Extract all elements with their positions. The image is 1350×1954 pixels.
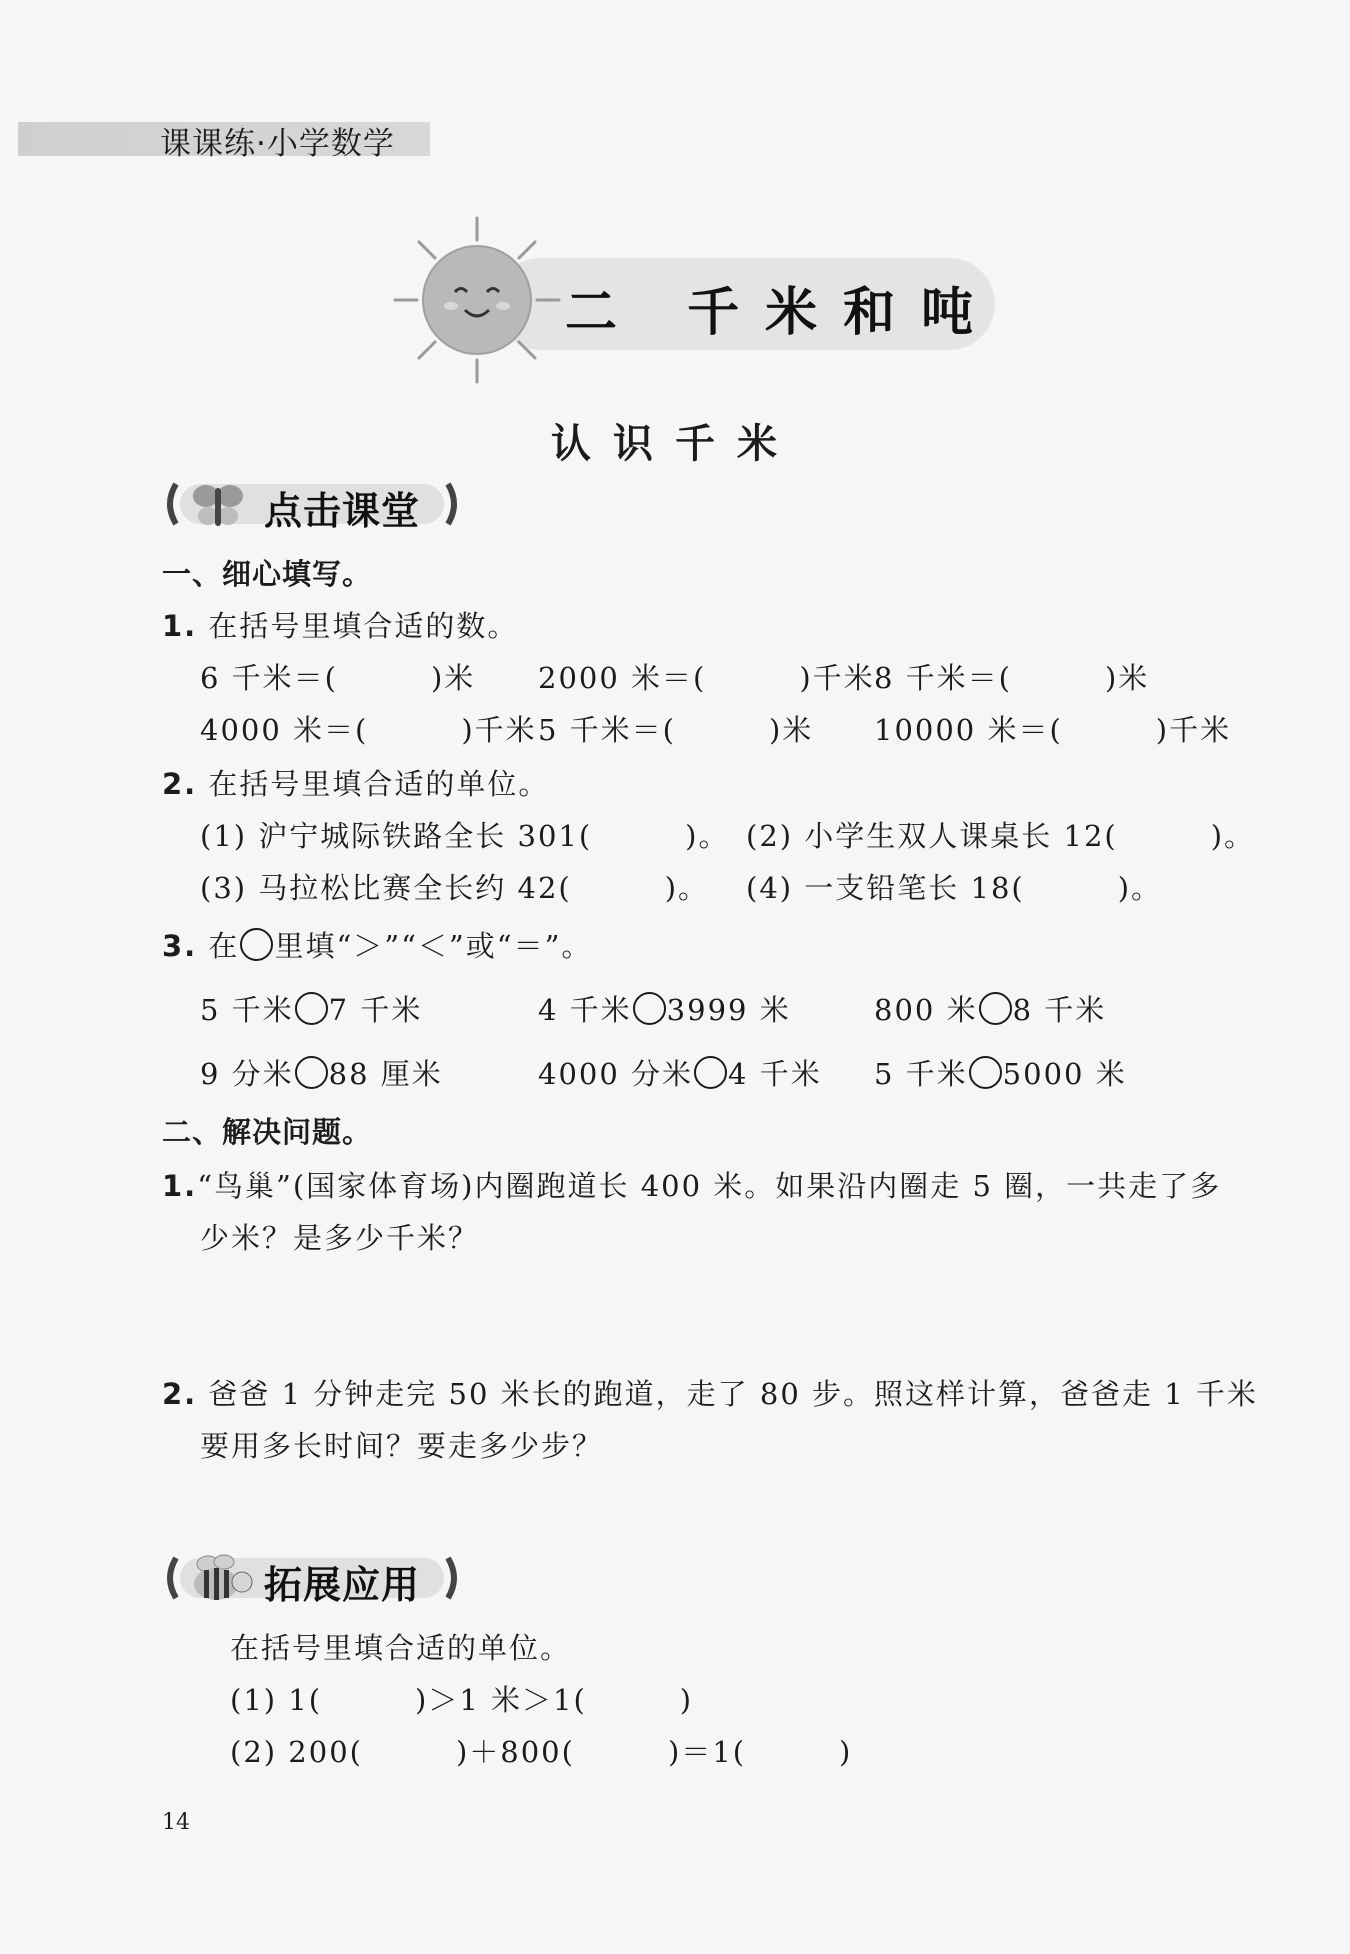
comparison-circle-icon	[240, 928, 273, 961]
q1-item[interactable]: 8 千米＝( )米	[874, 661, 1150, 695]
page-number: 14	[162, 1810, 190, 1835]
sun-icon	[385, 210, 585, 390]
q2-item[interactable]: (2) 小学生双人课桌长 12( )。	[746, 819, 1256, 853]
problem2-line1	[162, 1372, 1258, 1413]
q3-line	[162, 924, 592, 965]
q1-item[interactable]: 10000 米＝( )千米	[874, 713, 1232, 747]
part1-heading: 一、细心填写。	[162, 557, 373, 591]
comparison-left: 4000 分米	[538, 1057, 694, 1091]
q2-text: 在括号里填合适的单位。	[208, 767, 550, 801]
chapter-banner	[385, 210, 1005, 390]
q1-number: 1.	[162, 609, 198, 643]
comparison-right: 8 千米	[1012, 993, 1107, 1027]
comparison-right: 7 千米	[328, 993, 423, 1027]
comparison-item	[200, 1052, 443, 1093]
comparison-left: 800 米	[874, 993, 978, 1027]
problem2-number: 2.	[162, 1377, 198, 1411]
answer-circle[interactable]	[969, 1056, 1002, 1089]
comparison-item	[538, 1052, 822, 1093]
extension-item[interactable]: (2) 200( )＋800( )＝1( )	[230, 1735, 853, 1769]
answer-circle[interactable]	[979, 992, 1012, 1025]
comparison-left: 5 千米	[200, 993, 294, 1027]
comparison-left: 9 分米	[200, 1057, 294, 1091]
q3-text-before: 在	[208, 929, 240, 963]
comparison-left: 4 千米	[538, 993, 632, 1027]
comparison-right: 88 厘米	[328, 1057, 443, 1091]
section-title-extension: 拓展应用	[264, 1563, 421, 1607]
comparison-item	[874, 1052, 1127, 1093]
section-title-classroom: 点击课堂	[264, 489, 421, 533]
answer-circle[interactable]	[295, 992, 328, 1025]
problem2-line2: 要用多长时间？要走多少步？	[200, 1429, 604, 1463]
q3-number: 3.	[162, 929, 198, 963]
q2-item[interactable]: (3) 马拉松比赛全长约 42( )。	[200, 871, 710, 905]
comparison-right: 4 千米	[728, 1057, 822, 1091]
q3-text-after: 里填“＞”“＜”或“＝”。	[274, 929, 593, 963]
comparison-item	[200, 988, 422, 1029]
answer-circle[interactable]	[633, 992, 666, 1025]
q2-item[interactable]: (1) 沪宁城际铁路全长 301( )。	[200, 819, 730, 853]
comparison-left: 5 千米	[874, 1057, 968, 1091]
series-title: 课课练·小学数学	[160, 126, 395, 162]
problem1-line1	[162, 1164, 1221, 1205]
q2-item[interactable]: (4) 一支铅笔长 18( )。	[746, 871, 1163, 905]
answer-circle[interactable]	[694, 1056, 727, 1089]
comparison-item	[874, 988, 1106, 1029]
q1-item[interactable]: 5 千米＝( )米	[538, 713, 814, 747]
extension-text: 在括号里填合适的单位。	[230, 1631, 572, 1665]
part2-heading: 二、解决问题。	[162, 1115, 373, 1149]
answer-circle[interactable]	[295, 1056, 328, 1089]
q1-item[interactable]: 6 千米＝( )米	[200, 661, 476, 695]
q2-line	[162, 762, 549, 803]
problem1-number: 1.	[162, 1169, 198, 1203]
section-badge-extension	[162, 1548, 462, 1608]
comparison-item	[538, 988, 791, 1029]
q1-item[interactable]: 2000 米＝( )千米	[538, 661, 875, 695]
chapter-title: 二 千米和吨	[565, 283, 1000, 343]
q2-number: 2.	[162, 767, 198, 801]
comparison-right: 5000 米	[1002, 1057, 1127, 1091]
section-badge-classroom	[162, 474, 462, 534]
q1-item[interactable]: 4000 米＝( )千米	[200, 713, 537, 747]
q1-text: 在括号里填合适的数。	[208, 609, 519, 643]
problem2-text: 爸爸 1 分钟走完 50 米长的跑道，走了 80 步。照这样计算，爸爸走 1 千米	[208, 1377, 1258, 1411]
extension-item[interactable]: (1) 1( )＞1 米＞1( )	[230, 1683, 694, 1717]
lesson-title: 认识千米	[551, 421, 799, 467]
problem1-line2: 少米？是多少千米？	[200, 1221, 480, 1255]
comparison-right: 3999 米	[666, 993, 791, 1027]
problem1-text: “鸟巢”(国家体育场)内圈跑道长 400 米。如果沿内圈走 5 圈，一共走了多	[197, 1169, 1222, 1203]
q1-line	[162, 604, 518, 645]
